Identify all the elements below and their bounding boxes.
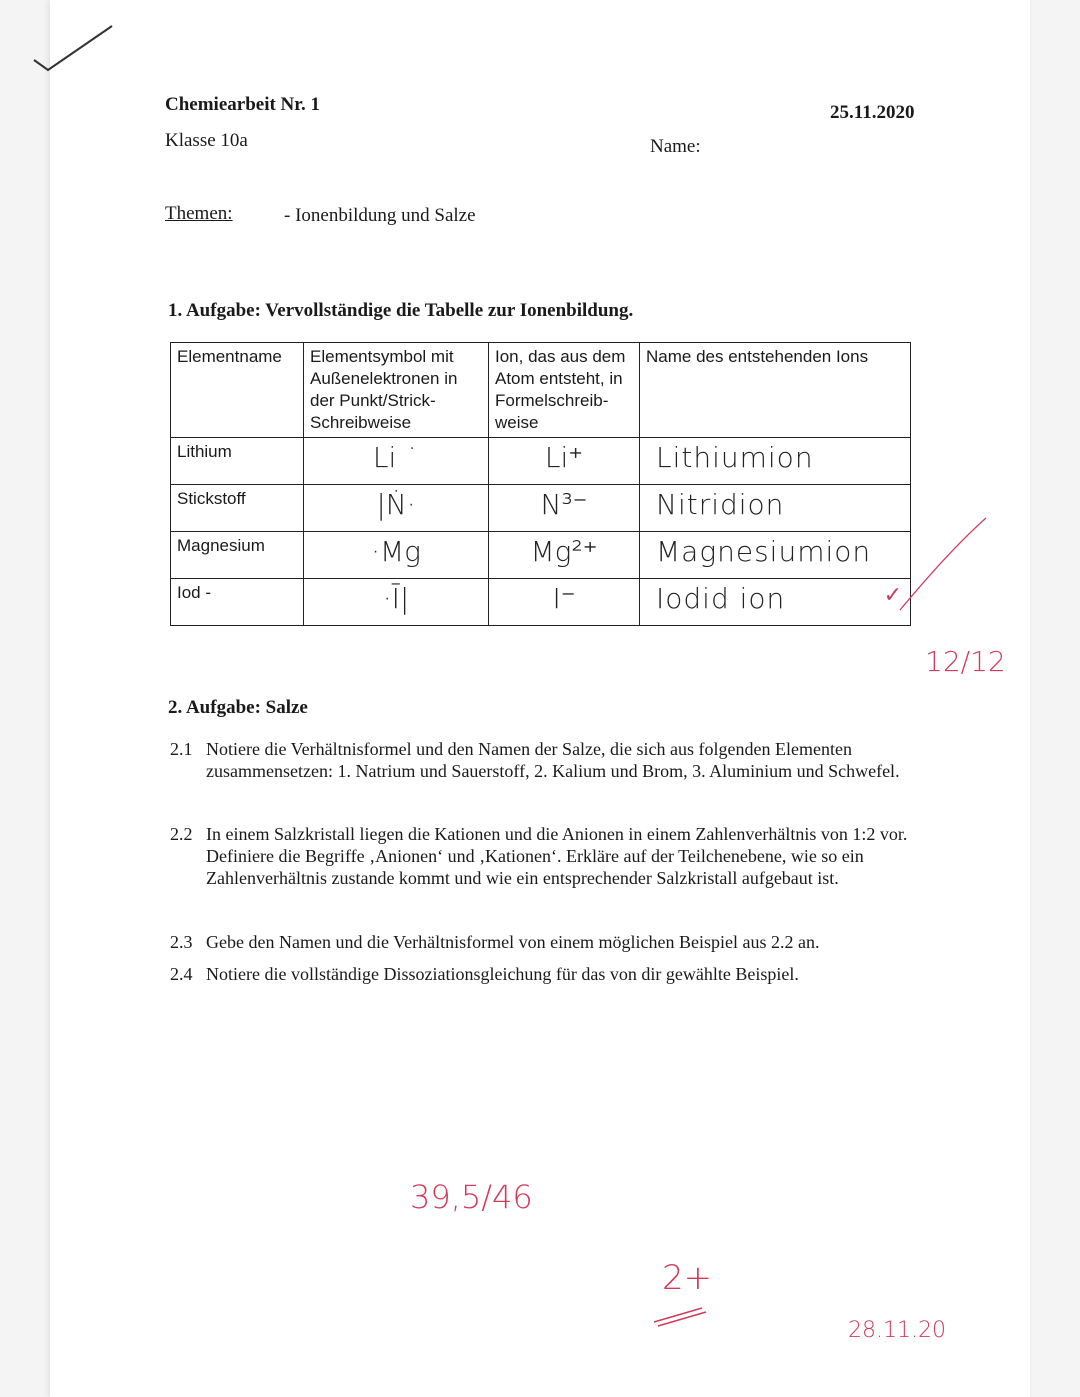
task-item — [170, 823, 940, 889]
task-text: In einem Salzkristall liegen die Kationen und die Anionen in einem Zahlenverhältnis von 1:2 vor. Definiere die Begriffe ‚Anionen‘ und ‚Kationen‘. Erkläre auf der Teilchenebene, wie so ein Zahlenverhältnis zustande kommt und wie ein entsprechender Salzkristall aufgebaut ist. — [206, 824, 908, 888]
task-text: Gebe den Namen und die Verhältnisformel von einem möglichen Beispiel aus 2.2 an. — [206, 932, 820, 952]
table-header-row — [171, 343, 911, 438]
ion-table — [170, 342, 911, 626]
task1-title: Aufgabe: Vervollständige die Tabelle zur Ionenbildung. — [185, 300, 634, 321]
col-header-element: Elementname — [171, 343, 304, 438]
task1-heading — [168, 300, 633, 322]
col-header-symbol: Elementsymbol mit Außenelektronen in der Punkt/Strick-Schreibweise — [304, 343, 489, 438]
table-row — [171, 485, 911, 532]
task-text: Notiere die Verhältnisformel und den Namen der Salze, die sich aus folgenden Elementen zusammensetzen: 1. Natrium und Sauerstoff, 2. Kalium und Brom, 3. Aluminium und Schwefel. — [206, 739, 900, 781]
total-score: 39,5/46 — [410, 1178, 533, 1216]
corner-check-icon — [30, 20, 120, 75]
ion-formula: I⁻ — [552, 582, 576, 615]
ion-name: Magnesiumion — [656, 535, 872, 568]
ion-formula: Mg²⁺ — [530, 535, 598, 568]
table-row — [171, 438, 911, 485]
teacher-signature-date: 28.11.20 — [848, 1318, 946, 1343]
task-item — [170, 963, 940, 985]
final-grade: 2+ — [662, 1258, 713, 1298]
ion-name: Nitridion — [656, 488, 785, 521]
element-symbol: ·Ī| — [382, 582, 410, 615]
exam-date: 25.11.2020 — [830, 102, 915, 123]
ion-formula: N³⁻ — [540, 488, 588, 521]
ion-name: Lithiumion — [656, 441, 814, 474]
class-label: Klasse 10a — [165, 130, 248, 151]
task-number: 2.1 — [170, 739, 193, 759]
topics-label: Themen: — [165, 203, 233, 224]
task-number: 2.2 — [170, 824, 193, 844]
ion-formula: Li⁺ — [544, 441, 584, 474]
element-name: Lithium — [171, 438, 304, 485]
teacher-check-icon: ✓ — [883, 583, 902, 608]
ion-name: Iodid ion — [656, 582, 786, 615]
task-number: 2.4 — [170, 964, 193, 984]
task2-title: 2. Aufgabe: Salze — [168, 697, 308, 718]
task1-score: 12/12 — [925, 645, 1006, 678]
exam-title: Chemiearbeit Nr. 1 — [165, 94, 320, 115]
task-text: Notiere die vollständige Dissoziationsgleichung für das von dir gewählte Beispiel. — [206, 964, 799, 984]
grade-underline — [650, 1300, 710, 1330]
task-item — [170, 738, 940, 782]
col-header-ion-name: Name des entstehenden Ions — [640, 343, 911, 438]
col-header-ion: Ion, das aus dem Atom entsteht, in Formelschreib-weise — [489, 343, 640, 438]
teacher-check-stroke — [890, 510, 1000, 630]
element-symbol: Li ˙ — [372, 441, 420, 474]
element-name: Iod - — [171, 579, 304, 626]
task1-number: 1. — [168, 300, 183, 321]
element-name: Magnesium — [171, 532, 304, 579]
element-name: Stickstoff — [171, 485, 304, 532]
task-number: 2.3 — [170, 932, 193, 952]
name-label: Name: — [650, 136, 701, 157]
element-symbol: |Ṅ· — [376, 488, 416, 521]
table-row — [171, 532, 911, 579]
topics-value: - Ionenbildung und Salze — [284, 205, 476, 226]
task-item — [170, 931, 940, 953]
table-row — [171, 579, 911, 626]
element-symbol: ·Mg — [371, 535, 421, 568]
